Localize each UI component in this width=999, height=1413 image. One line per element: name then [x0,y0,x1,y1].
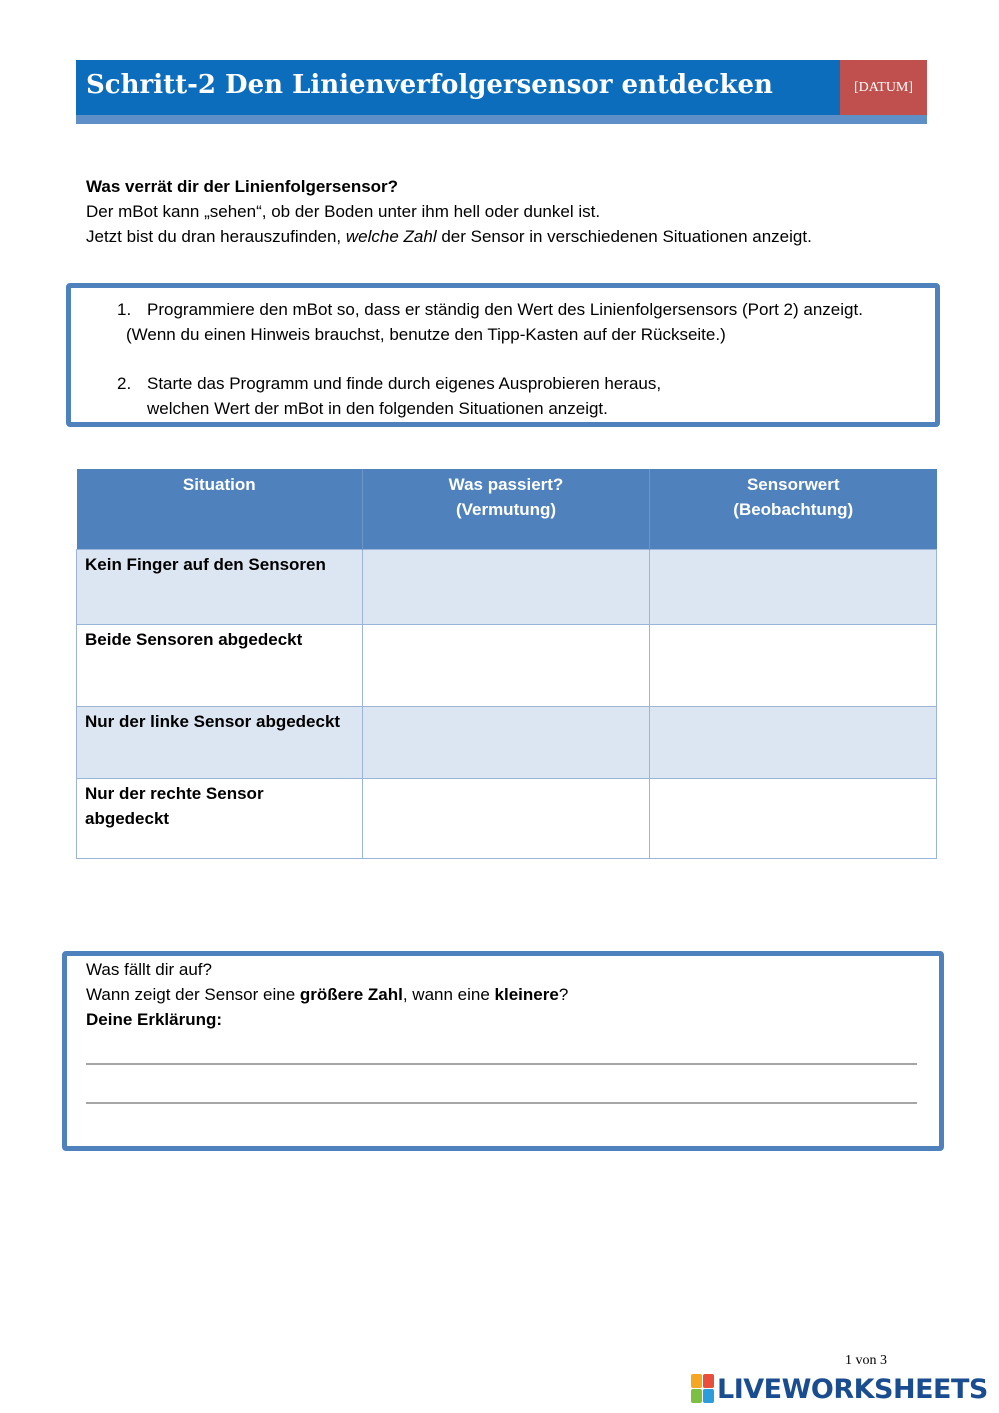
intro-section [86,174,812,249]
column-header-guess: Was passiert? (Vermutung) [363,469,650,550]
task-2 [117,371,661,396]
guess-input-cell[interactable] [363,779,650,859]
value-input-cell[interactable] [650,550,937,625]
answer-line-2[interactable] [86,1102,917,1104]
task-1-text: Programmiere den mBot so, dass er ständig den Wert des Linienfolgersensors (Port 2) anzeigt. [147,300,863,319]
guess-input-cell[interactable] [363,625,650,707]
task-1 [117,297,863,322]
task-1-number: 1. [117,300,132,319]
page-title: Schritt-2 Den Linienverfolgersensor entdecken [86,70,773,100]
table-row [77,625,937,707]
value-input-cell[interactable] [650,779,937,859]
observation-table [76,469,937,859]
column-header-value: Sensorwert (Beobachtung) [650,469,937,550]
intro-line-2-end: der Sensor in verschiedenen Situationen anzeigt. [436,227,812,246]
intro-emphasis: welche Zahl [345,227,437,246]
intro-question: Was verrät dir der Linienfolgersensor? [86,177,399,196]
table-row [77,779,937,859]
answer-line-1[interactable] [86,1063,917,1065]
intro-line-2 [86,224,812,249]
situation-cell: Nur der linke Sensor abgedeckt [77,707,363,779]
task-1-hint: (Wenn du einen Hinweis brauchst, benutze den Tipp-Kasten auf der Rückseite.) [126,325,726,344]
reflection-line-1: Was fällt dir auf? [86,960,212,979]
table-row [77,707,937,779]
liveworksheets-logo[interactable] [691,1372,988,1406]
situation-cell: Beide Sensoren abgedeckt [77,625,363,707]
title-bar [76,60,927,115]
reflection-line-2: Wann zeigt der Sensor eine größere Zahl, wann eine kleinere? [86,985,569,1004]
task-2-number: 2. [117,374,132,393]
intro-line-2-start: Jetzt bist du dran herauszufinden, [86,227,346,246]
situation-cell: Kein Finger auf den Sensoren [77,550,363,625]
guess-input-cell[interactable] [363,707,650,779]
table-header-row [77,469,937,550]
value-input-cell[interactable] [650,707,937,779]
intro-line-1: Der mBot kann „sehen“, ob der Boden unter ihm hell oder dunkel ist. [86,202,601,221]
title-underline [76,115,927,124]
explanation-label: Deine Erklärung: [86,1010,223,1029]
task-2-text: Starte das Programm und finde durch eigenes Ausprobieren heraus, [147,374,662,393]
brand-name: LIVEWORKSHEETS [717,1373,988,1405]
reflection-text [86,957,568,1032]
value-input-cell[interactable] [650,625,937,707]
situation-cell: Nur der rechte Sensor abgedeckt [77,779,363,859]
task-2-text-line-2: welchen Wert der mBot in den folgenden Situationen anzeigt. [147,399,608,418]
column-header-situation: Situation [77,469,363,550]
liveworksheets-logo-icon [691,1374,715,1404]
guess-input-cell[interactable] [363,550,650,625]
table-row [77,550,937,625]
page-number: 1 von 3 [845,1353,887,1368]
date-field[interactable]: [DATUM] [840,60,927,115]
